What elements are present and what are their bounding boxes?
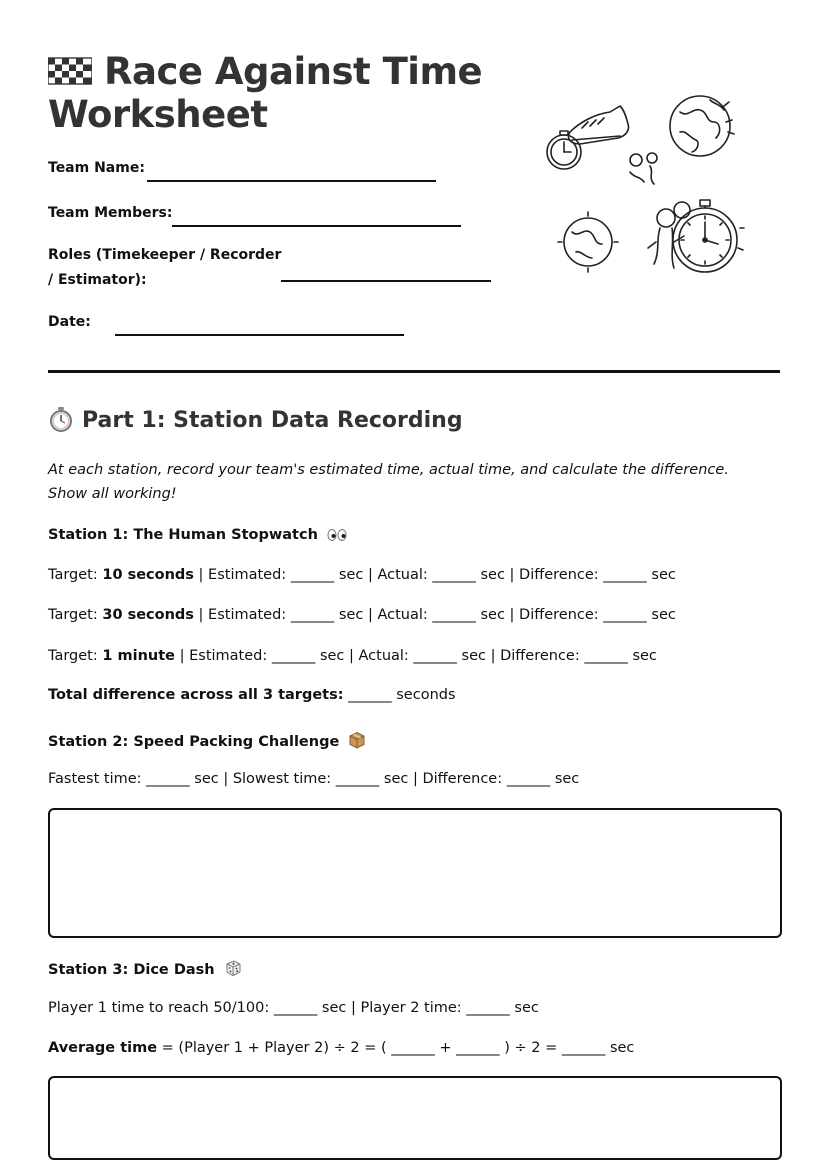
row-fields[interactable]: | Estimated: ______ sec | Actual: ______ sec | Difference: ______ sec	[193, 567, 676, 583]
racing-sneaker-stopwatch-globe-kids-icon	[540, 92, 750, 282]
target-value: 10 seconds	[102, 567, 194, 583]
part1-instructions: At each station, record your team's estimated time, actual time, and calculate the difference. Show all working!	[48, 462, 729, 502]
roles-label-line2: / Estimator):	[48, 272, 147, 288]
target-label: Target:	[48, 648, 98, 664]
team-members-field[interactable]	[172, 225, 461, 227]
stopwatch-icon	[48, 406, 74, 432]
team-name-field[interactable]	[147, 180, 436, 182]
target-label: Target:	[48, 607, 98, 623]
team-name-label: Team Name:	[48, 160, 145, 176]
station1-row-3	[48, 648, 657, 664]
page-title-text: Race Against Time Worksheet	[48, 50, 483, 136]
station3-row[interactable]: Player 1 time to reach 50/100: ______ sec | Player 2 time: ______ sec	[48, 1000, 539, 1016]
station3-average-row	[48, 1040, 634, 1056]
station1-row-1	[48, 567, 676, 583]
chequered-flag-icon	[48, 56, 92, 86]
package-icon	[348, 731, 366, 749]
team-members-label: Team Members:	[48, 205, 173, 221]
date-label: Date:	[48, 314, 91, 330]
station1-total-row	[48, 687, 456, 703]
row-fields[interactable]: | Estimated: ______ sec | Actual: ______ sec | Difference: ______ sec	[193, 607, 676, 623]
average-fields[interactable]: = (Player 1 + Player 2) ÷ 2 = ( ______ + ______ ) ÷ 2 = ______ sec	[157, 1040, 635, 1056]
total-field[interactable]: ______ seconds	[343, 687, 456, 703]
roles-label-line1: Roles (Timekeeper / Recorder	[48, 247, 282, 263]
station3-title	[48, 959, 242, 978]
page-title	[48, 50, 508, 136]
date-field[interactable]	[115, 334, 404, 336]
station3-working-box[interactable]	[48, 1076, 782, 1160]
section-divider	[48, 370, 780, 373]
roles-field[interactable]	[281, 280, 491, 282]
station1-title-text: Station 1: The Human Stopwatch	[48, 527, 318, 543]
target-label: Target:	[48, 567, 98, 583]
part1-heading	[48, 406, 463, 433]
target-value: 1 minute	[102, 648, 175, 664]
target-value: 30 seconds	[102, 607, 194, 623]
station1-title	[48, 527, 347, 543]
station2-title	[48, 731, 366, 750]
station3-title-text: Station 3: Dice Dash	[48, 962, 215, 978]
eyes-icon	[327, 528, 347, 542]
row-fields[interactable]: | Estimated: ______ sec | Actual: ______ sec | Difference: ______ sec	[175, 648, 657, 664]
dice-icon	[224, 959, 242, 977]
total-label: Total difference across all 3 targets:	[48, 687, 344, 703]
station1-row-2	[48, 607, 676, 623]
part1-heading-text: Part 1: Station Data Recording	[82, 408, 463, 433]
station2-row[interactable]: Fastest time: ______ sec | Slowest time: ______ sec | Difference: ______ sec	[48, 771, 580, 787]
average-label: Average time	[48, 1040, 158, 1056]
station2-title-text: Station 2: Speed Packing Challenge	[48, 734, 340, 750]
station2-working-box[interactable]	[48, 808, 782, 938]
